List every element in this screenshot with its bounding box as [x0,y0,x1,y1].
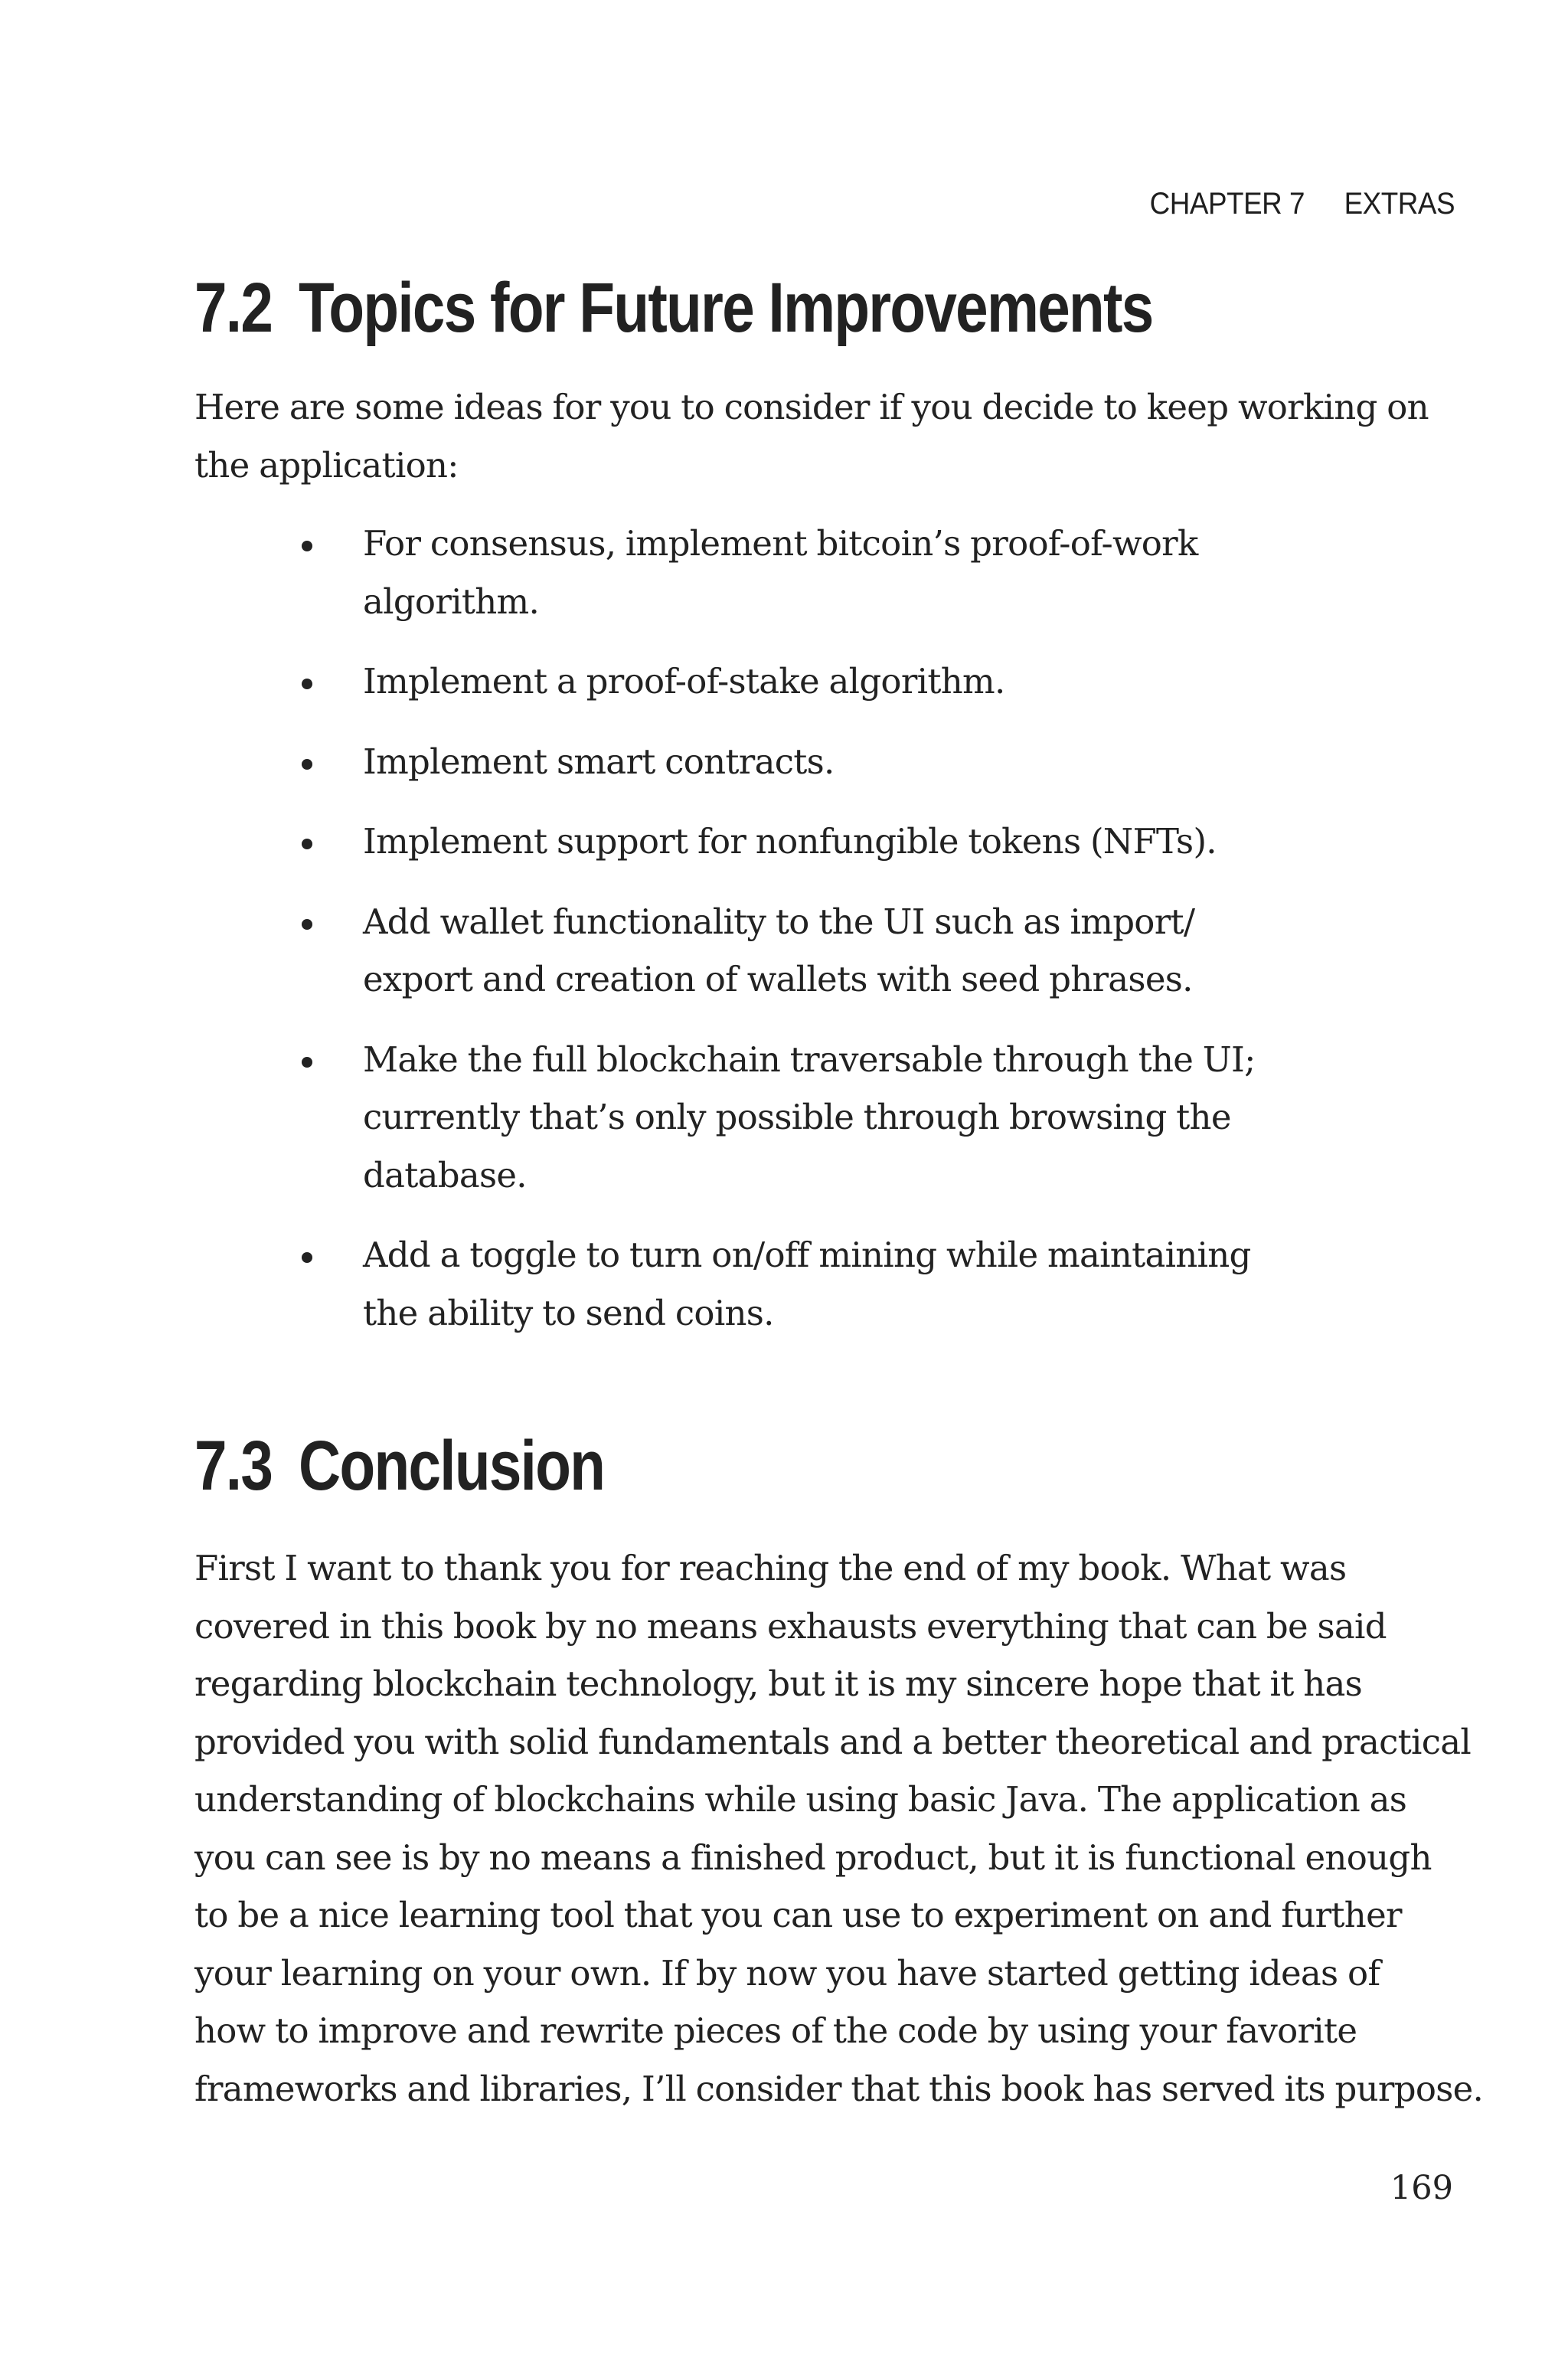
bullet-icon [302,679,312,689]
list-item-line: Implement smart contracts. [363,741,835,782]
running-head-title: EXTRAS [1344,187,1455,221]
list-item-line: the ability to send coins. [363,1292,774,1333]
paragraph-line: regarding blockchain technology, but it is my sincere hope that it has [194,1663,1363,1704]
paragraph-line: the application: [194,444,459,486]
list-item [291,1031,1302,1205]
section-heading-7-3 [194,1426,604,1506]
section-heading-7-2 [194,268,1153,348]
paragraph-line: covered in this book by no means exhausts everything that can be said [194,1605,1387,1647]
paragraph-line: your learning on your own. If by now you have started getting ideas of [194,1952,1380,1994]
bullet-icon [302,919,312,930]
list-item [291,733,1302,791]
list-item-line: Implement support for nonfungible tokens (NFTs). [363,821,1217,862]
paragraph-line: Here are some ideas for you to consider if you decide to keep working on [194,387,1429,427]
intro-paragraph [194,378,1458,494]
list-item [291,1226,1302,1342]
bullet-icon [302,1057,312,1068]
section-title: Topics for Future Improvements [299,269,1153,347]
list-item-line: currently that’s only possible through browsing the [363,1097,1231,1137]
list-item-line: Implement a proof-of-stake algorithm. [363,661,1005,702]
list-item [291,653,1302,711]
list-item-line: Add a toggle to turn on/off mining while maintaining [363,1235,1251,1275]
bullet-icon [302,759,312,770]
section-number: 7.3 [194,1427,273,1505]
bullet-icon [302,541,312,551]
improvements-list [291,515,1302,1364]
list-item [291,893,1302,1009]
list-item-line: For consensus, implement bitcoin’s proof-of-work [363,523,1198,564]
paragraph-line: frameworks and libraries, I’ll consider that this book has served its purpose. [194,2068,1484,2109]
list-item-line: Add wallet functionality to the UI such as import/ [363,901,1195,942]
list-item-line: database. [363,1154,527,1196]
paragraph-line: how to improve and rewrite pieces of the code by using your favorite [194,2010,1357,2051]
bullet-icon [302,1252,312,1263]
paragraph-line: First I want to thank you for reaching the end of my book. What was [194,1548,1347,1588]
conclusion-paragraph [194,1539,1484,2118]
paragraph-line: you can see is by no means a finished product, but it is functional enough [194,1837,1432,1878]
running-head-chapter: CHAPTER 7 [1149,187,1305,221]
section-title: Conclusion [299,1427,605,1505]
bullet-icon [302,839,312,849]
list-item [291,813,1302,871]
list-item-line: algorithm. [363,581,540,622]
list-item [291,515,1302,630]
paragraph-line: provided you with solid fundamentals and a better theoretical and practical [194,1721,1472,1762]
section-number: 7.2 [194,269,273,347]
list-item-line: export and creation of wallets with seed phrases. [363,959,1193,999]
page-number: 169 [1390,2169,1453,2207]
running-head [1150,187,1455,221]
paragraph-line: understanding of blockchains while using basic Java. The application as [194,1779,1407,1820]
paragraph-line: to be a nice learning tool that you can use to experiment on and further [194,1895,1402,1935]
list-item-line: Make the full blockchain traversable through the UI; [363,1039,1256,1080]
